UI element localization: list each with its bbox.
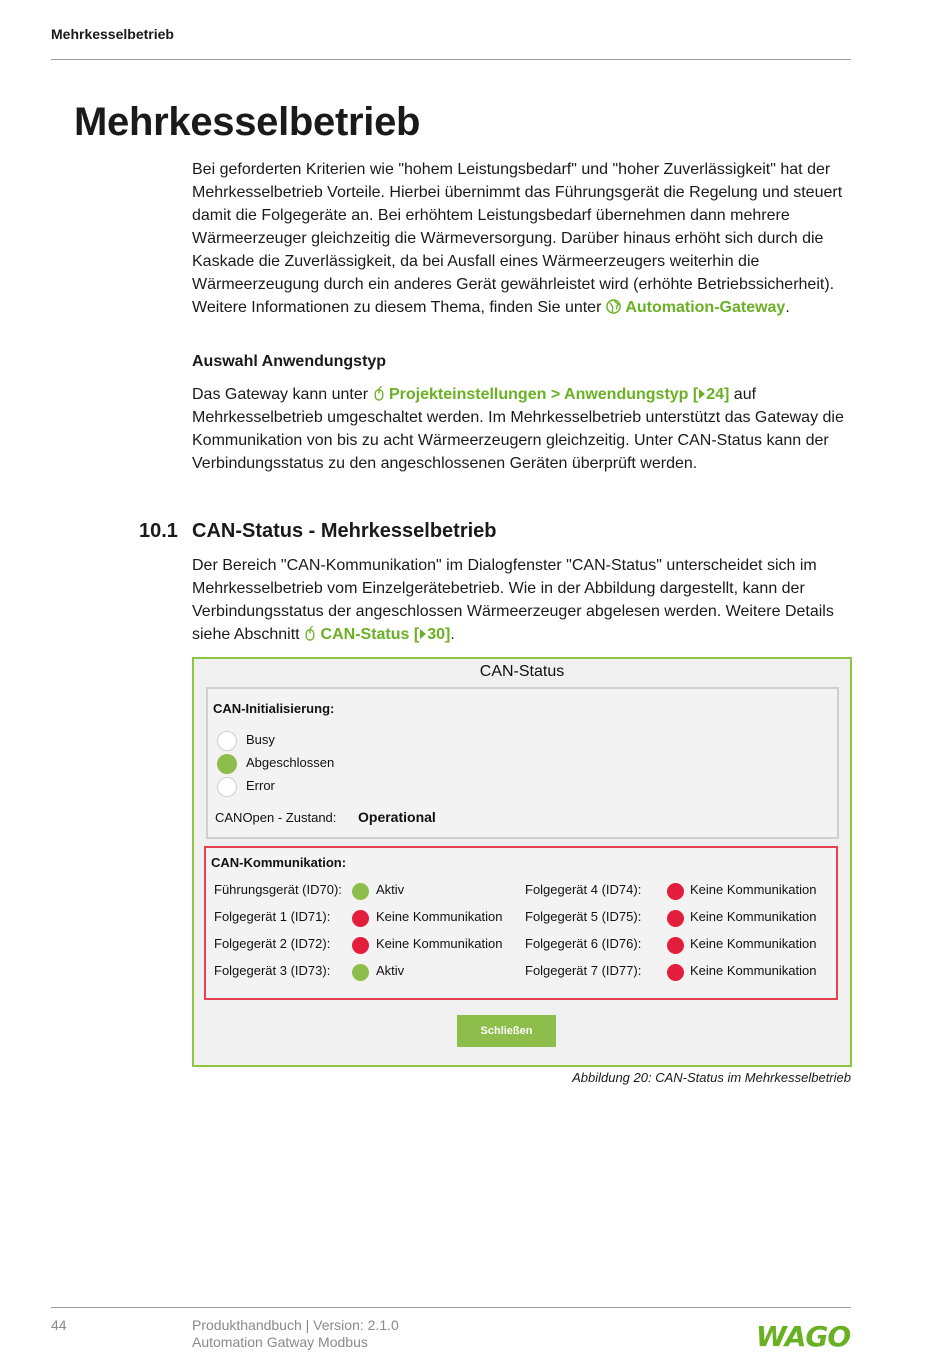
- can-initialisierung-group: [206, 687, 839, 839]
- running-head: Mehrkesselbetrieb: [51, 26, 174, 42]
- device-name: Folgegerät 3 (ID73):: [214, 963, 331, 978]
- device-name: Folgegerät 5 (ID75):: [525, 909, 642, 924]
- canopen-zustand-label: CANOpen - Zustand:: [215, 810, 337, 825]
- device-status: Keine Kommunikation: [690, 963, 817, 978]
- section-paragraph: [192, 554, 852, 646]
- section-para-end: .: [450, 626, 455, 643]
- figure-caption: Abbildung 20: CAN-Status im Mehrkesselbetrieb: [572, 1070, 851, 1085]
- intro-paragraph: [192, 158, 852, 319]
- status-dot: [352, 937, 369, 954]
- device-status: Aktiv: [376, 963, 405, 978]
- device-status: Aktiv: [376, 882, 405, 897]
- subheading: Auswahl Anwendungstyp: [192, 353, 387, 370]
- can-status-dialog: [192, 657, 852, 1067]
- radio-busy-label: Busy: [246, 732, 275, 747]
- can-status-link[interactable]: [321, 626, 451, 643]
- device-name: Folgegerät 7 (ID77):: [525, 963, 642, 978]
- header-rule: [51, 59, 851, 60]
- device-name: Folgegerät 2 (ID72):: [214, 936, 331, 951]
- para2-after: auf Mehrkesselbetrieb umgeschaltet werden. Im Mehrkesselbetrieb unterstützt das Gateway die Kommunikation von bis zu acht Wärmeerzeugern gleichzeitig. Unter CAN-Status kann der Verbindungsstatus zu den angeschlossenen Geräten überprüft werden.: [192, 386, 844, 472]
- footer-rule: [51, 1307, 851, 1308]
- radio-error-label: Error: [246, 778, 275, 793]
- device-name: Folgegerät 6 (ID76):: [525, 936, 642, 951]
- wago-logo: [755, 1319, 852, 1351]
- radio-error[interactable]: [217, 777, 237, 797]
- radio-abgeschlossen[interactable]: [217, 754, 237, 774]
- footer-product: Automation Gatway Modbus: [192, 1334, 368, 1350]
- device-status: Keine Kommunikation: [376, 936, 503, 951]
- status-dot: [352, 883, 369, 900]
- intro-text: Bei geforderten Kriterien wie "hohem Leistungsbedarf" und "hoher Zuverlässigkeit" hat der Mehrkesselbetrieb Vorteile. Hierbei übernimmt das Führungsgerät die Regelung und steuert damit die Folgegeräte an. Bei erhöhtem Leistungsbedarf übernehmen dann mehrere Wärmeerzeuger gleichzeitig die Wärmeversorgung. Darüber hinaus erhöht sich durch die Kaskade die Zuverlässigkeit, da bei Ausfall eines Wärmeerzeugers weiterhin die Wärmeerzeugung durch ein anderes Gerät gewährleistet wird (erhöhte Betriebssicherheit). Weitere Informationen zu diesem Thema, finden Sie unter: [192, 161, 843, 316]
- close-button[interactable]: Schließen: [457, 1015, 556, 1047]
- page-title: Mehrkesselbetrieb: [74, 100, 421, 144]
- radio-abgeschlossen-label: Abgeschlossen: [246, 755, 335, 770]
- svg-text:WAGO: WAGO: [755, 1320, 851, 1351]
- can-kommunikation-label: CAN-Kommunikation:: [211, 855, 347, 870]
- radio-busy[interactable]: [217, 731, 237, 751]
- page-ref-30: 30]: [427, 626, 451, 643]
- device-name: Folgegerät 1 (ID71):: [214, 909, 331, 924]
- status-dot: [352, 910, 369, 927]
- section-title: CAN-Status - Mehrkesselbetrieb: [192, 520, 497, 542]
- device-status: Keine Kommunikation: [690, 882, 817, 897]
- status-dot: [667, 910, 684, 927]
- device-status: Keine Kommunikation: [690, 909, 817, 924]
- para2-before: Das Gateway kann unter: [192, 386, 369, 403]
- mouse-icon: [304, 623, 316, 646]
- triangle-right-icon: [419, 626, 427, 643]
- mouse-icon: [373, 383, 385, 406]
- can-initialisierung-label: CAN-Initialisierung:: [213, 701, 335, 716]
- can-status-link-text: CAN-Status [: [320, 626, 420, 643]
- status-dot: [667, 964, 684, 981]
- section-number: 10.1: [139, 520, 178, 542]
- globe-icon: [606, 296, 621, 319]
- dialog-title: CAN-Status: [479, 663, 565, 680]
- automation-gateway-link[interactable]: Automation-Gateway: [625, 299, 786, 316]
- projekteinstellungen-link-text: Projekteinstellungen > Anwendungstyp [: [389, 386, 699, 403]
- footer-doc-version: Produkthandbuch | Version: 2.1.0: [192, 1317, 399, 1333]
- device-status: Keine Kommunikation: [690, 936, 817, 951]
- page-number: 44: [51, 1317, 67, 1333]
- device-status: Keine Kommunikation: [376, 909, 503, 924]
- canopen-zustand-value: Operational: [358, 809, 436, 825]
- can-kommunikation-group: [204, 846, 838, 1000]
- anwendungstyp-paragraph: [192, 383, 852, 475]
- status-dot: [667, 937, 684, 954]
- device-name: Führungsgerät (ID70):: [214, 882, 342, 897]
- device-name: Folgegerät 4 (ID74):: [525, 882, 642, 897]
- projekteinstellungen-link[interactable]: [389, 386, 729, 403]
- intro-end: .: [785, 299, 790, 316]
- section-para-before: Der Bereich "CAN-Kommunikation" im Dialogfenster "CAN-Status" unterscheidet sich im Mehrkesselbetrieb vom Einzelgerätebetrieb. Wie in der Abbildung dargestellt, kann der Verbindungsstatus der angeschlossen Wärmeerzeuger abgelesen werden. Weitere Details siehe Abschnitt: [192, 557, 834, 643]
- page-ref-24: 24]: [706, 386, 730, 403]
- status-dot: [352, 964, 369, 981]
- status-dot: [667, 883, 684, 900]
